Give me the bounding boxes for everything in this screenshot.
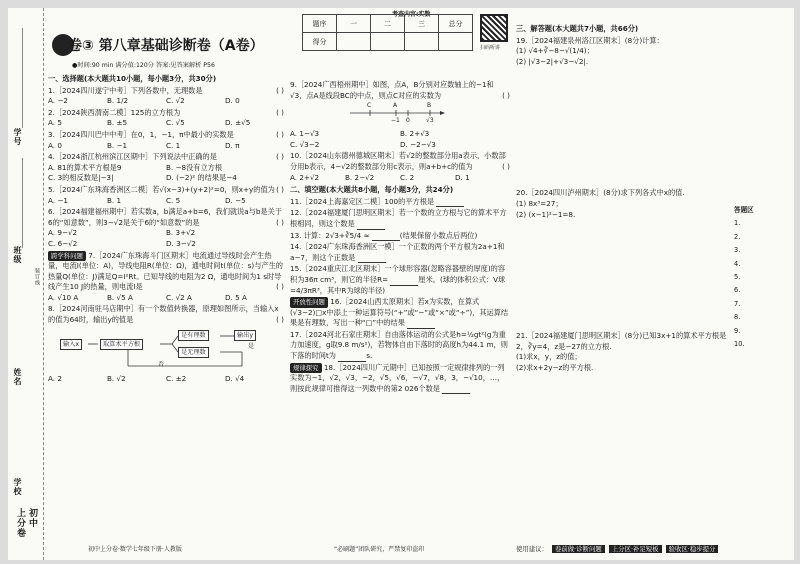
sub-question: (2)求x+2y−z的平方根.: [516, 362, 594, 372]
question-16: [290, 297, 510, 329]
options: [48, 141, 284, 152]
class-line: [22, 158, 23, 248]
score-head: 题序: [303, 15, 337, 33]
point-c-label: C: [367, 102, 372, 110]
question-7: [48, 251, 284, 304]
sub-question: (1)求x，y，z的值；: [516, 352, 582, 362]
question-4: [48, 152, 284, 184]
question-6: [48, 207, 284, 249]
score-cell: 得分: [303, 33, 337, 51]
question-note: 厘米。(球的体积公式：V球=4/3πR³，其中R为球的半径): [290, 274, 506, 295]
usage-tag: 卷前做·诊断问题: [552, 545, 605, 553]
number-line: [290, 103, 510, 127]
question-stem: 12.［2024福建厦门思明区期末］若一个数的立方根与它的算术平方根相同，则这个数是: [290, 208, 507, 228]
answer-paren: ( ): [276, 217, 284, 227]
option[interactable]: C. 3的相反数是|−3|: [48, 173, 114, 183]
column-1-body: [48, 72, 284, 385]
options: [290, 173, 510, 184]
answer-blank[interactable]: [390, 278, 418, 286]
answer-slot[interactable]: 6.: [734, 286, 741, 295]
option[interactable]: A. 2: [48, 373, 62, 383]
answer-blank[interactable]: [436, 199, 464, 207]
sub-question: (1) √4+∛−8−√(1/4)；: [516, 46, 594, 56]
sub-question: (2) (x−1)²−1=8.: [516, 209, 576, 219]
options: [48, 163, 284, 184]
question-9: [290, 80, 510, 150]
question-14: [290, 242, 510, 263]
option[interactable]: C. √2: [166, 96, 185, 106]
flow-no: 否: [158, 360, 165, 368]
converter-diagram: [48, 328, 284, 372]
option[interactable]: B. −8没有立方根: [166, 162, 223, 172]
option[interactable]: B. √2: [107, 373, 126, 383]
option[interactable]: C. √5: [166, 118, 185, 128]
question-1: [48, 86, 284, 107]
question-stem: 10.［2024山东德州德城区期末］若√2的整数部分用a表示，小数部分用b表示，4−√2的整数部分用c表示，则a+b+c的值为: [290, 151, 506, 171]
qr-label: 扫码听讲: [480, 45, 501, 51]
answer-paren: ( ): [276, 129, 284, 139]
question-stem: 21.［2024福建厦门思明区期末］(8分)已知3x+1的算术平方根是2，∛y=4，z是−27的立方根.: [516, 331, 727, 351]
point-b-label: B: [427, 102, 432, 110]
question-note: (结果保留小数点后两位): [399, 230, 478, 240]
answer-blank[interactable]: [358, 255, 386, 263]
exam-info: ●时间:90 min 满分值:120分 答案:见答案解析 P56: [72, 62, 215, 69]
question-stem: 8.［2024河南驻马店期中］有一个数值转换器，原理如图所示，当输入x的值为64时，输出y的值是: [48, 304, 279, 325]
option[interactable]: C. 5: [166, 195, 181, 205]
option[interactable]: D. 5 A: [225, 292, 247, 302]
question-stem: 16.［2024山西太原期末］若x为实数，在算式(√3−2)□x中添上一种运算符号(“+”或“−”或“×”或“÷”)，其运算结果是有理数，写出一种“□”中的结果: [290, 297, 509, 328]
question-tag: 开放性问题: [290, 297, 328, 308]
section-2-title: 二、填空题(本大题共8小题，每小题3分，共24分): [290, 185, 454, 195]
question-19: [516, 36, 728, 68]
exam-paper: [8, 8, 794, 560]
answer-paren: ( ): [276, 315, 284, 325]
volume-label: 卷③: [68, 38, 94, 54]
question-stem: 5.［2024广东珠海香洲区二模］若√(x−3)+(y+2)²=0，则x+y的值为: [48, 184, 275, 194]
score-head: 一: [337, 15, 371, 33]
question-12: [290, 208, 510, 229]
answer-blank[interactable]: [372, 233, 400, 241]
option[interactable]: B. 1/2: [107, 96, 129, 106]
answer-area: [734, 204, 772, 351]
question-stem: 1.［2024四川遂宁中考］下列各数中，无理数是: [48, 85, 203, 95]
options: [48, 228, 284, 249]
question-stem: 15.［2024重庆江北区期末］一个球形容器(忽略容器壁的厚度)的容积为36π cm³，则它的半径R=: [290, 264, 506, 284]
question-stem: 17.［2024河北石家庄期末］自由落体运动的公式是h=½gt²(g为重力加速度，g取9.8 m/s²)，若物体自由下落时的高度h为44.1 m，则下落的时间t为: [290, 329, 508, 361]
brand-1: 初中: [27, 508, 37, 528]
flow-output: 输出y: [234, 330, 256, 341]
answer-blank[interactable]: [442, 386, 470, 394]
question-17: [290, 330, 510, 362]
option[interactable]: C. √3−2: [290, 139, 320, 149]
option[interactable]: A. √10 A: [48, 292, 79, 302]
binding-strip: [8, 8, 44, 560]
option[interactable]: B. ±5: [107, 118, 128, 128]
option[interactable]: A. −1: [48, 195, 68, 205]
options: [48, 96, 284, 107]
name-line: [22, 28, 23, 128]
option[interactable]: B. 3+√2: [166, 228, 196, 238]
question-stem: 4.［2024浙江杭州滨江区期中］下列说法中正确的是: [48, 152, 217, 162]
number-line-graphic: [290, 103, 510, 127]
scope-note: 考查内容:实数: [392, 11, 431, 18]
answer-paren: ( ): [276, 107, 284, 117]
question-stem: 6.［2024福建福州期中］若实数a，b满足a+b=6，我们就说a与b是关于6的“如意数”，则3−√2是关于6的“如意数”的是: [48, 207, 282, 227]
score-head: 二: [371, 15, 405, 33]
answer-slot[interactable]: 1.: [734, 219, 741, 228]
option[interactable]: D. 0: [225, 96, 240, 106]
sub-question: (2) |√3−2|+√3−√2|.: [516, 56, 589, 66]
option[interactable]: A. 0: [48, 140, 62, 150]
column-2: [290, 8, 510, 560]
section-1-title: 一、选择题(本大题共10小题，每小题3分，共30分): [48, 74, 217, 83]
answer-slot[interactable]: 3.: [734, 246, 741, 255]
question-2: [48, 108, 284, 129]
question-stem: 2.［2024陕西渭南二模］125的立方根为: [48, 107, 181, 117]
question-15: [290, 264, 510, 296]
brand-2: 上分卷: [15, 508, 25, 538]
side-label-school: 学校: [13, 478, 22, 496]
option[interactable]: A. 81的算术平方根是9: [48, 162, 122, 172]
flow-irrational: 是无理数: [178, 347, 209, 358]
column-3-body: [516, 22, 728, 375]
footer-left: 初中上分卷·数学七年级下册·人教版: [88, 546, 182, 554]
answer-slot[interactable]: 8.: [734, 313, 741, 322]
cut-tag: 装订线: [34, 268, 40, 286]
question-10: [290, 151, 510, 183]
flow-rational: 是有理数: [178, 330, 209, 341]
tick-zero: 0: [406, 117, 410, 125]
flow-sqrt-box: 取算术平方根: [100, 339, 143, 350]
answer-paren: ( ): [276, 85, 284, 95]
question-stem: 13. 计算：2√3+∛5/4 ≈: [290, 230, 370, 240]
question-stem: 18.［2024四川广元期中］已知按照一定规律排列的一列实数为−1，√2，√3，−2，√5，√6，−√7，√8，3，−√10，…，则按此规律可推得这一列数中的第2 026个数是: [290, 362, 505, 393]
question-stem: 9.［2024广西梧州期中］如图，点A，B分别对应数轴上的−1和√3，点A是线段BC的中点，则点C对应的实数为: [290, 80, 494, 100]
question-stem: 14.［2024广东珠海香洲区一模］一个正数的两个平方根为2a+1和a−7，则这个正数是: [290, 242, 505, 262]
option[interactable]: B. 1: [107, 195, 122, 205]
title-text: 第八章基础诊断卷（A卷）: [98, 38, 264, 54]
question-stem: 7.［2024广东珠海斗门区期末］电流通过导线时会产生热量，电流I(单位：A)，导线电阻R(单位：Ω)，通电时间t(单位：s)与产生的热量Q(单位：J)满足Q=I²Rt。已知导线的电阻为2 Ω，通电时间为1 s时导线产生10 J的热量，则电流I是: [48, 250, 283, 292]
answer-slot[interactable]: 5.: [734, 273, 741, 282]
option[interactable]: D. 1: [455, 172, 470, 182]
side-label-name: 姓名: [13, 368, 22, 386]
option[interactable]: C. 2: [400, 172, 415, 182]
option[interactable]: C. 6−√2: [48, 238, 78, 248]
answer-slot[interactable]: 10.: [734, 340, 745, 349]
sub-question: (1) 8x³=27；: [516, 198, 563, 208]
unit: s.: [366, 351, 373, 361]
column-2-body: [290, 80, 510, 395]
options: [48, 196, 284, 207]
flow-input: 输入x: [60, 339, 82, 350]
option[interactable]: A. 9−√2: [48, 228, 78, 238]
option[interactable]: D. π: [225, 140, 240, 150]
option[interactable]: D. −2−√3: [400, 139, 436, 149]
answer-slot[interactable]: 9.: [734, 326, 741, 335]
option[interactable]: B. 2+√3: [400, 129, 430, 139]
option[interactable]: D. 3−√2: [166, 238, 196, 248]
usage-suggestion: [516, 544, 718, 555]
option[interactable]: C. 1: [166, 140, 181, 150]
option[interactable]: A. −2: [48, 96, 68, 106]
options: [48, 118, 284, 129]
section-3-title: 三、解答题(本大题共7小题，共66分): [516, 24, 639, 33]
answer-space-20[interactable]: [516, 221, 728, 331]
answer-slot[interactable]: 2.: [734, 232, 741, 241]
option[interactable]: C. √2 A: [166, 292, 192, 302]
question-20: [516, 188, 728, 220]
question-stem: 20.［2024四川泸州期末］(8分)求下列各式中x的值.: [516, 188, 685, 198]
question-21: [516, 331, 728, 373]
option[interactable]: B. 2−√2: [345, 172, 375, 182]
answer-slot[interactable]: 7.: [734, 299, 741, 308]
option[interactable]: A. 1−√3: [290, 129, 320, 139]
option[interactable]: D. (−2)² 的结果是−4: [166, 173, 237, 183]
tick-sqrt3: √3: [426, 117, 434, 125]
answer-paren: ( ): [276, 184, 284, 194]
side-label-id: 学号: [13, 128, 22, 146]
option[interactable]: A. 5: [48, 118, 62, 128]
side-label-class: 班级: [13, 246, 22, 264]
question-tag: 规律探究: [290, 363, 322, 374]
score-head: 总分: [439, 15, 473, 33]
option[interactable]: C. ±2: [166, 373, 187, 383]
usage-tag: 验收区·稳步提分: [666, 545, 719, 553]
question-stem: 3.［2024四川巴中中考］在0，1，−1，π中最小的实数是: [48, 129, 234, 139]
point-a-label: A: [393, 102, 398, 110]
usage-label: 使用建议：: [516, 545, 548, 554]
answer-paren: ( ): [502, 161, 510, 171]
question-3: [48, 130, 284, 151]
option[interactable]: B. √5 A: [107, 292, 133, 302]
answer-blank[interactable]: [407, 321, 435, 329]
question-11: [290, 197, 510, 208]
options: [290, 129, 510, 150]
option[interactable]: A. 2+√2: [290, 172, 320, 182]
footer-middle: “必刷题”团队研究，严禁复印盗印: [334, 546, 425, 554]
column-1: [48, 8, 284, 560]
options: [48, 293, 284, 304]
answer-blank[interactable]: [357, 222, 385, 230]
answer-space-19[interactable]: [516, 68, 728, 188]
option[interactable]: D. ±√5: [225, 118, 251, 128]
answer-area-title: 答题区: [734, 206, 754, 214]
option[interactable]: D. −5: [225, 195, 246, 205]
option[interactable]: B. −1: [107, 140, 128, 150]
answer-paren: ( ): [276, 282, 284, 292]
question-5: [48, 185, 284, 206]
question-8: [48, 304, 284, 384]
answer-slot[interactable]: 4.: [734, 259, 741, 268]
usage-tag: 上分区·补足短板: [609, 545, 662, 553]
answer-paren: ( ): [276, 152, 284, 162]
score-head: 三: [405, 15, 439, 33]
option[interactable]: D. √4: [225, 373, 245, 383]
question-stem: 19.［2024福建泉州洛江区期末］(8分)计算：: [516, 35, 664, 45]
flow-yes: 是: [248, 342, 255, 350]
answer-paren: ( ): [502, 90, 510, 100]
question-13: [290, 231, 510, 242]
tick-minus-one: −1: [391, 117, 400, 125]
question-18: [290, 363, 510, 395]
options: [48, 374, 284, 385]
answer-blank[interactable]: [338, 354, 366, 362]
question-stem: 11.［2024上海嘉定区二模］100的平方根是: [290, 196, 435, 206]
question-tag: 跨学科问题: [48, 251, 86, 262]
